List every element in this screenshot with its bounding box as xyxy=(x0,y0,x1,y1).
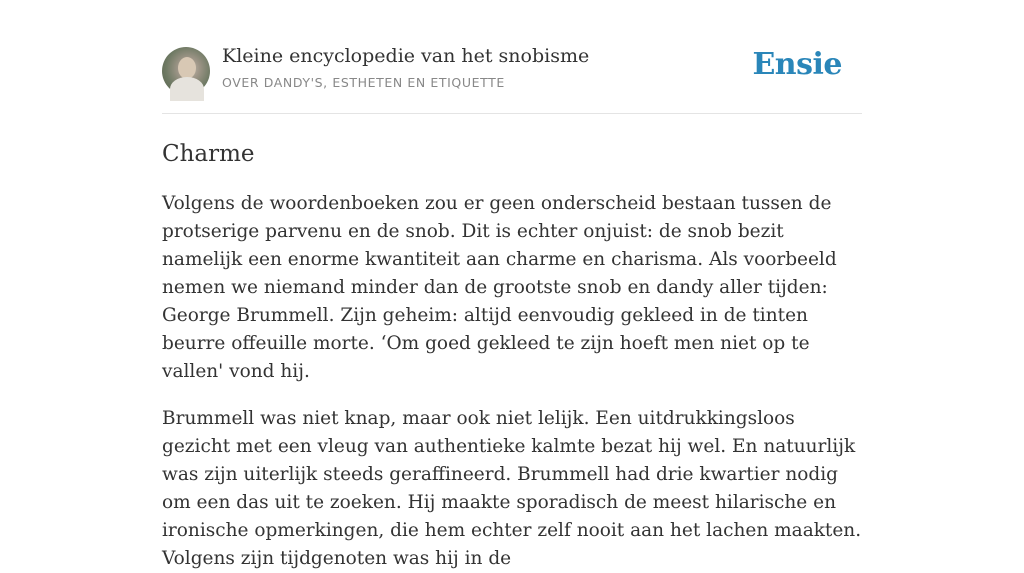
article-paragraph-1: Volgens de woordenboeken zou er geen onderscheid bestaan tussen de protserige parvenu en de snob. Dit is echter onjuist: de snob bezit namelijk een enorme kwantiteit aan charme en charisma. Als voorbeeld nemen we niemand minder dan de grootste snob en dandy aller tijden: George Brummell. Zijn geheim: altijd eenvoudig gekleed in de tinten beurre offeuille morte. ‘Om goed gekleed te zijn hoeft men niet op te vallen' vond hij. xyxy=(162,193,837,382)
site-subtitle: OVER DANDY'S, ESTHETEN EN ETIQUETTE xyxy=(222,75,505,90)
avatar-body-shape xyxy=(170,77,204,101)
article-title: Charme xyxy=(162,141,255,167)
avatar-head-shape xyxy=(178,57,196,79)
article xyxy=(162,140,862,573)
article-paragraph-2: Brummell was niet knap, maar ook niet lelijk. Een uitdrukkingsloos gezicht met een vleug van authentieke kalmte bezat hij wel. En natuurlijk was zijn uiterlijk steeds geraffineerd. Brummell had drie kwartier nodig om een das uit te zoeken. Hij maakte sporadisch de meest hilarische en ironische opmerkingen, die hem echter zelf nooit aan het lachen maakten. Volgens zijn tijdgenoten was hij in de xyxy=(162,408,862,569)
author-avatar[interactable] xyxy=(162,47,210,95)
content-container xyxy=(162,0,862,573)
site-header xyxy=(162,0,862,114)
site-title[interactable]: Kleine encyclopedie van het snobisme xyxy=(222,45,590,67)
ensie-logo-link[interactable]: Ensie xyxy=(752,47,842,82)
